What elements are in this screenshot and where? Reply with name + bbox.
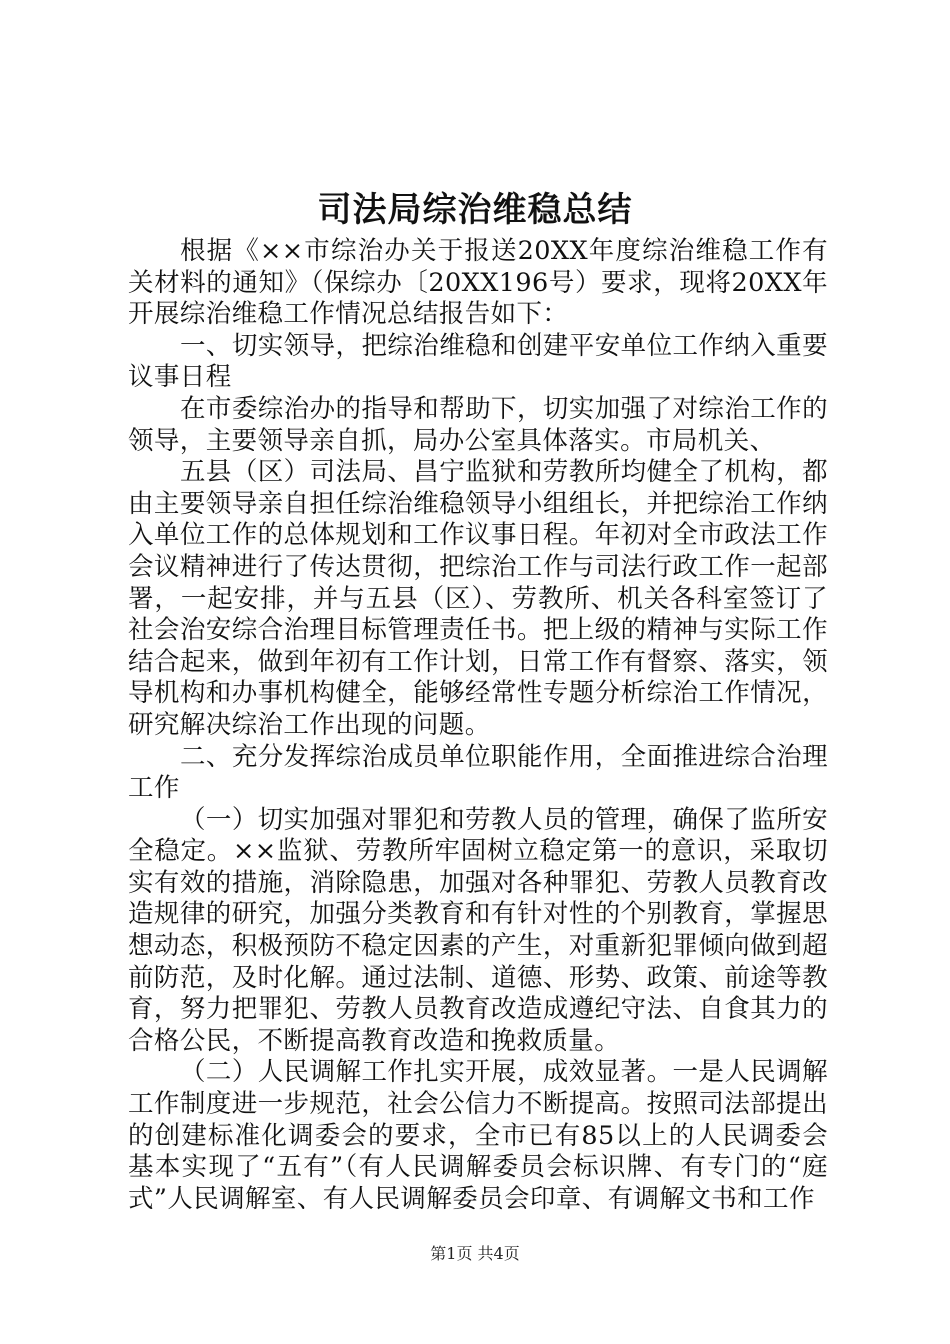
paragraph-intro: 根据《××市综治办关于报送20XX年度综治维稳工作有关材料的通知》（保综办〔20XX196号）要求，现将20XX年开展综治维稳工作情况总结报告如下：: [128, 236, 828, 330]
paragraph: （二）人民调解工作扎实开展，成效显著。一是人民调解工作制度进一步规范，社会公信力不断提高。按照司法部提出的创建标准化调委会的要求，全市已有85以上的人民调委会基本实现了“五有”（有人民调解委员会标识牌、有专门的“庭式”人民调解室、有人民调解委员会印章、有调解文书和工作: [128, 1057, 828, 1214]
document-title: 司法局综治维稳总结: [317, 190, 633, 230]
paragraph: 在市委综治办的指导和帮助下，切实加强了对综治工作的领导，主要领导亲自抓，局办公室具体落实。市局机关、: [128, 393, 828, 456]
section-heading-2: 二、充分发挥综治成员单位职能作用，全面推进综合治理工作: [128, 741, 828, 804]
paragraph: （一）切实加强对罪犯和劳教人员的管理，确保了监所安全稳定。××监狱、劳教所牢固树立稳定第一的意识，采取切实有效的措施，消除隐患，加强对各种罪犯、劳教人员教育改造规律的研究，加强分类教育和有针对性的个别教育，掌握思想动态，积极预防不稳定因素的产生，对重新犯罪倾向做到超前防范，及时化解。通过法制、道德、形势、政策、前途等教育，努力把罪犯、劳教人员教育改造成遵纪守法、自食其力的合格公民，不断提高教育改造和挽救质量。: [128, 804, 828, 1056]
document-body: [128, 236, 828, 1215]
page-footer: 第1页 共4页: [430, 1244, 520, 1263]
section-heading-1: 一、切实领导，把综治维稳和创建平安单位工作纳入重要议事日程: [128, 330, 828, 393]
paragraph: 五县（区）司法局、昌宁监狱和劳教所均健全了机构，都由主要领导亲自担任综治维稳领导小组组长，并把综治工作纳入单位工作的总体规划和工作议事日程。年初对全市政法工作会议精神进行了传达贯彻，把综治工作与司法行政工作一起部署，一起安排，并与五县（区）、劳教所、机关各科室签订了社会治安综合治理目标管理责任书。把上级的精神与实际工作结合起来，做到年初有工作计划，日常工作有督察、落实，领导机构和办事机构健全，能够经常性专题分析综治工作情况，研究解决综治工作出现的问题。: [128, 457, 828, 740]
